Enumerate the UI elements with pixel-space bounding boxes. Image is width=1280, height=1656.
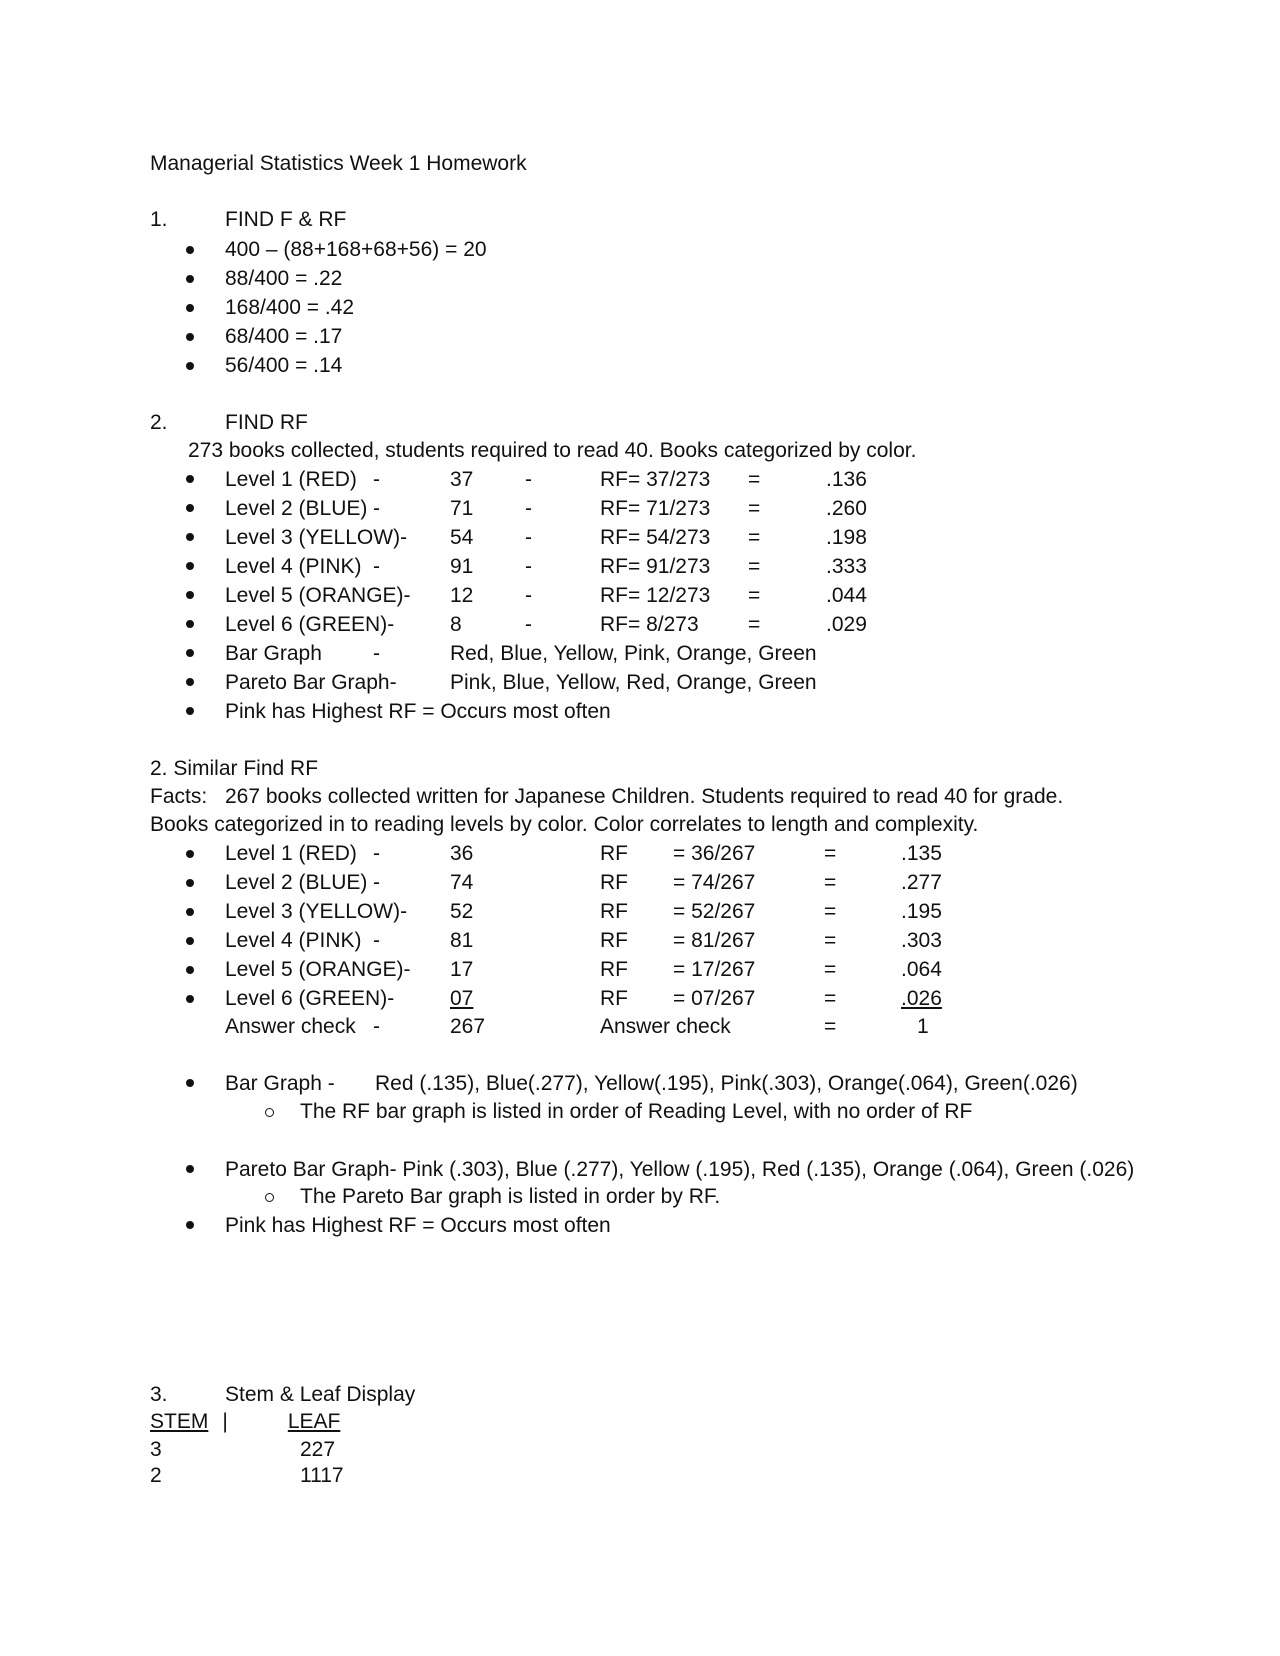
count: 17 [450,958,474,981]
count: 07 [450,987,474,1010]
list-item: 56/400 = .14 [225,354,343,377]
bullet-icon [186,937,194,945]
count: 36 [450,842,474,865]
dash: - [373,642,380,665]
equals: = [824,987,837,1010]
rf-formula: RF= 12/273 [600,584,711,607]
answer-check-label: Answer check [225,1015,356,1038]
equals: = [748,613,761,636]
rf-value: .029 [826,613,867,636]
section-heading: 2. Similar Find RF [150,757,319,780]
count: 12 [450,584,474,607]
count: 54 [450,526,474,549]
dash: - [373,929,380,952]
rf-formula: RF= 54/273 [600,526,711,549]
bullet-icon [186,707,194,715]
count: 8 [450,613,462,636]
level-label: Level 2 (BLUE) [225,871,368,894]
stem-divider: | [222,1410,228,1433]
level-label: Level 4 (PINK) [225,929,362,952]
rf-value: .026 [901,987,942,1010]
conclusion: Pink has Highest RF = Occurs most often [225,1214,611,1237]
rf-label: RF [600,900,628,923]
dash: - [525,526,532,549]
dash: - [525,584,532,607]
rf-label: RF [600,958,628,981]
dash: - [373,1015,380,1038]
facts-line: Books categorized in to reading levels by color. Color correlates to length and complexity. [150,813,979,836]
bullet-icon [186,966,194,974]
count: 81 [450,929,474,952]
rf-value: .277 [901,871,942,894]
count: 74 [450,871,474,894]
bullet-icon [186,1221,194,1229]
rf-label: RF [600,871,628,894]
facts-label: Facts: [150,785,208,808]
pareto-note: The Pareto Bar graph is listed in order by RF. [300,1185,721,1208]
list-item: 68/400 = .17 [225,325,343,348]
stem-value: 3 [150,1438,162,1461]
level-label: Level 4 (PINK) [225,555,362,578]
q3-heading: Stem & Leaf Display [225,1383,416,1406]
rf-fraction: = 36/267 [673,842,756,865]
dash: - [525,555,532,578]
bullet-icon [186,504,194,512]
bullet-icon [186,362,194,370]
rf-value: .044 [826,584,867,607]
leaf-header-label: LEAF [287,1410,341,1433]
rf-value: .064 [901,958,942,981]
dash: - [525,497,532,520]
pareto-line: Pareto Bar Graph- Pink (.303), Blue (.277), Yellow (.195), Red (.135), Orange (.064), Green (.026) [225,1158,1135,1181]
sub-bullet-icon [265,1193,274,1202]
rf-fraction: = 52/267 [673,900,756,923]
bar-graph-label: Bar Graph - [225,1072,335,1095]
count: 52 [450,900,474,923]
level-label: Level 6 (GREEN)- [225,987,395,1010]
level-label: Level 1 (RED) [225,842,357,865]
sub-bullet-icon [265,1108,274,1117]
level-label: Level 3 (YELLOW)- [225,526,408,549]
count: 71 [450,497,474,520]
dash: - [373,468,380,491]
bullet-icon [186,304,194,312]
bullet-icon [186,649,194,657]
list-item: 168/400 = .42 [225,296,355,319]
rf-value: .135 [901,842,942,865]
q2-intro: 273 books collected, students required to read 40. Books categorized by color. [188,439,917,462]
conclusion: Pink has Highest RF = Occurs most often [225,700,611,723]
facts-line: 267 books collected written for Japanese Children. Students required to read 40 for grade. [225,785,1064,808]
equals: = [824,871,837,894]
count: 91 [450,555,474,578]
bar-graph-values: Red (.135), Blue(.277), Yellow(.195), Pink(.303), Orange(.064), Green(.026) [375,1072,1078,1095]
rf-value: .195 [901,900,942,923]
equals: = [748,468,761,491]
rf-value: .333 [826,555,867,578]
level-label: Level 3 (YELLOW)- [225,900,408,923]
bar-graph-order: Red, Blue, Yellow, Pink, Orange, Green [450,642,817,665]
bullet-icon [186,275,194,283]
level-label: Level 1 (RED) [225,468,357,491]
dash: - [373,555,380,578]
rf-fraction: = 81/267 [673,929,756,952]
equals: = [748,497,761,520]
answer-check-label: Answer check [600,1015,731,1038]
level-label: Level 5 (ORANGE)- [225,584,411,607]
dash: - [525,468,532,491]
q1-heading: FIND F & RF [225,208,347,231]
bullet-icon [186,1079,194,1087]
q3-number: 3. [150,1383,168,1406]
rf-label: RF [600,842,628,865]
page-title: Managerial Statistics Week 1 Homework [150,152,527,175]
answer-check-total: 267 [450,1015,486,1038]
dash: - [525,613,532,636]
equals: = [748,526,761,549]
bar-graph-label: Bar Graph [225,642,322,665]
stem-header-label: STEM [150,1410,209,1433]
count: 37 [450,468,474,491]
dash: - [373,842,380,865]
list-item: 400 – (88+168+68+56) = 20 [225,238,487,261]
equals: = [748,584,761,607]
equals: = [748,555,761,578]
leaf-value: 1117 [300,1464,344,1487]
bullet-icon [186,678,194,686]
level-label: Level 2 (BLUE) [225,497,368,520]
q1-number: 1. [150,208,168,231]
bullet-icon [186,879,194,887]
pareto-label: Pareto Bar Graph- [225,671,397,694]
bar-graph-note: The RF bar graph is listed in order of Reading Level, with no order of RF [300,1100,973,1123]
rf-formula: RF= 71/273 [600,497,711,520]
pareto-order: Pink, Blue, Yellow, Red, Orange, Green [450,671,817,694]
bullet-icon [186,246,194,254]
equals: = [824,929,837,952]
equals: = [824,958,837,981]
level-label: Level 5 (ORANGE)- [225,958,411,981]
rf-formula: RF= 8/273 [600,613,699,636]
rf-formula: RF= 91/273 [600,555,711,578]
bullet-icon [186,620,194,628]
answer-check-sum: 1 [917,1015,929,1038]
rf-fraction: = 07/267 [673,987,756,1010]
stem-header [150,1411,340,1432]
bullet-icon [186,1165,194,1173]
stem-value: 2 [150,1464,162,1487]
bullet-icon [186,995,194,1003]
dash: - [373,497,380,520]
rf-fraction: = 17/267 [673,958,756,981]
dash: - [373,871,380,894]
bullet-icon [186,533,194,541]
bullet-icon [186,475,194,483]
bullet-icon [186,562,194,570]
bullet-icon [186,591,194,599]
bullet-icon [186,850,194,858]
rf-value: .303 [901,929,942,952]
rf-value: .198 [826,526,867,549]
rf-value: .136 [826,468,867,491]
list-item: 88/400 = .22 [225,267,343,290]
equals: = [824,842,837,865]
rf-label: RF [600,987,628,1010]
equals: = [824,1015,837,1038]
equals: = [824,900,837,923]
rf-fraction: = 74/267 [673,871,756,894]
rf-value: .260 [826,497,867,520]
bullet-icon [186,333,194,341]
q2-heading: FIND RF [225,411,308,434]
bullet-icon [186,908,194,916]
level-label: Level 6 (GREEN)- [225,613,395,636]
rf-label: RF [600,929,628,952]
rf-formula: RF= 37/273 [600,468,711,491]
leaf-value: 227 [300,1438,336,1461]
q2-number: 2. [150,411,168,434]
